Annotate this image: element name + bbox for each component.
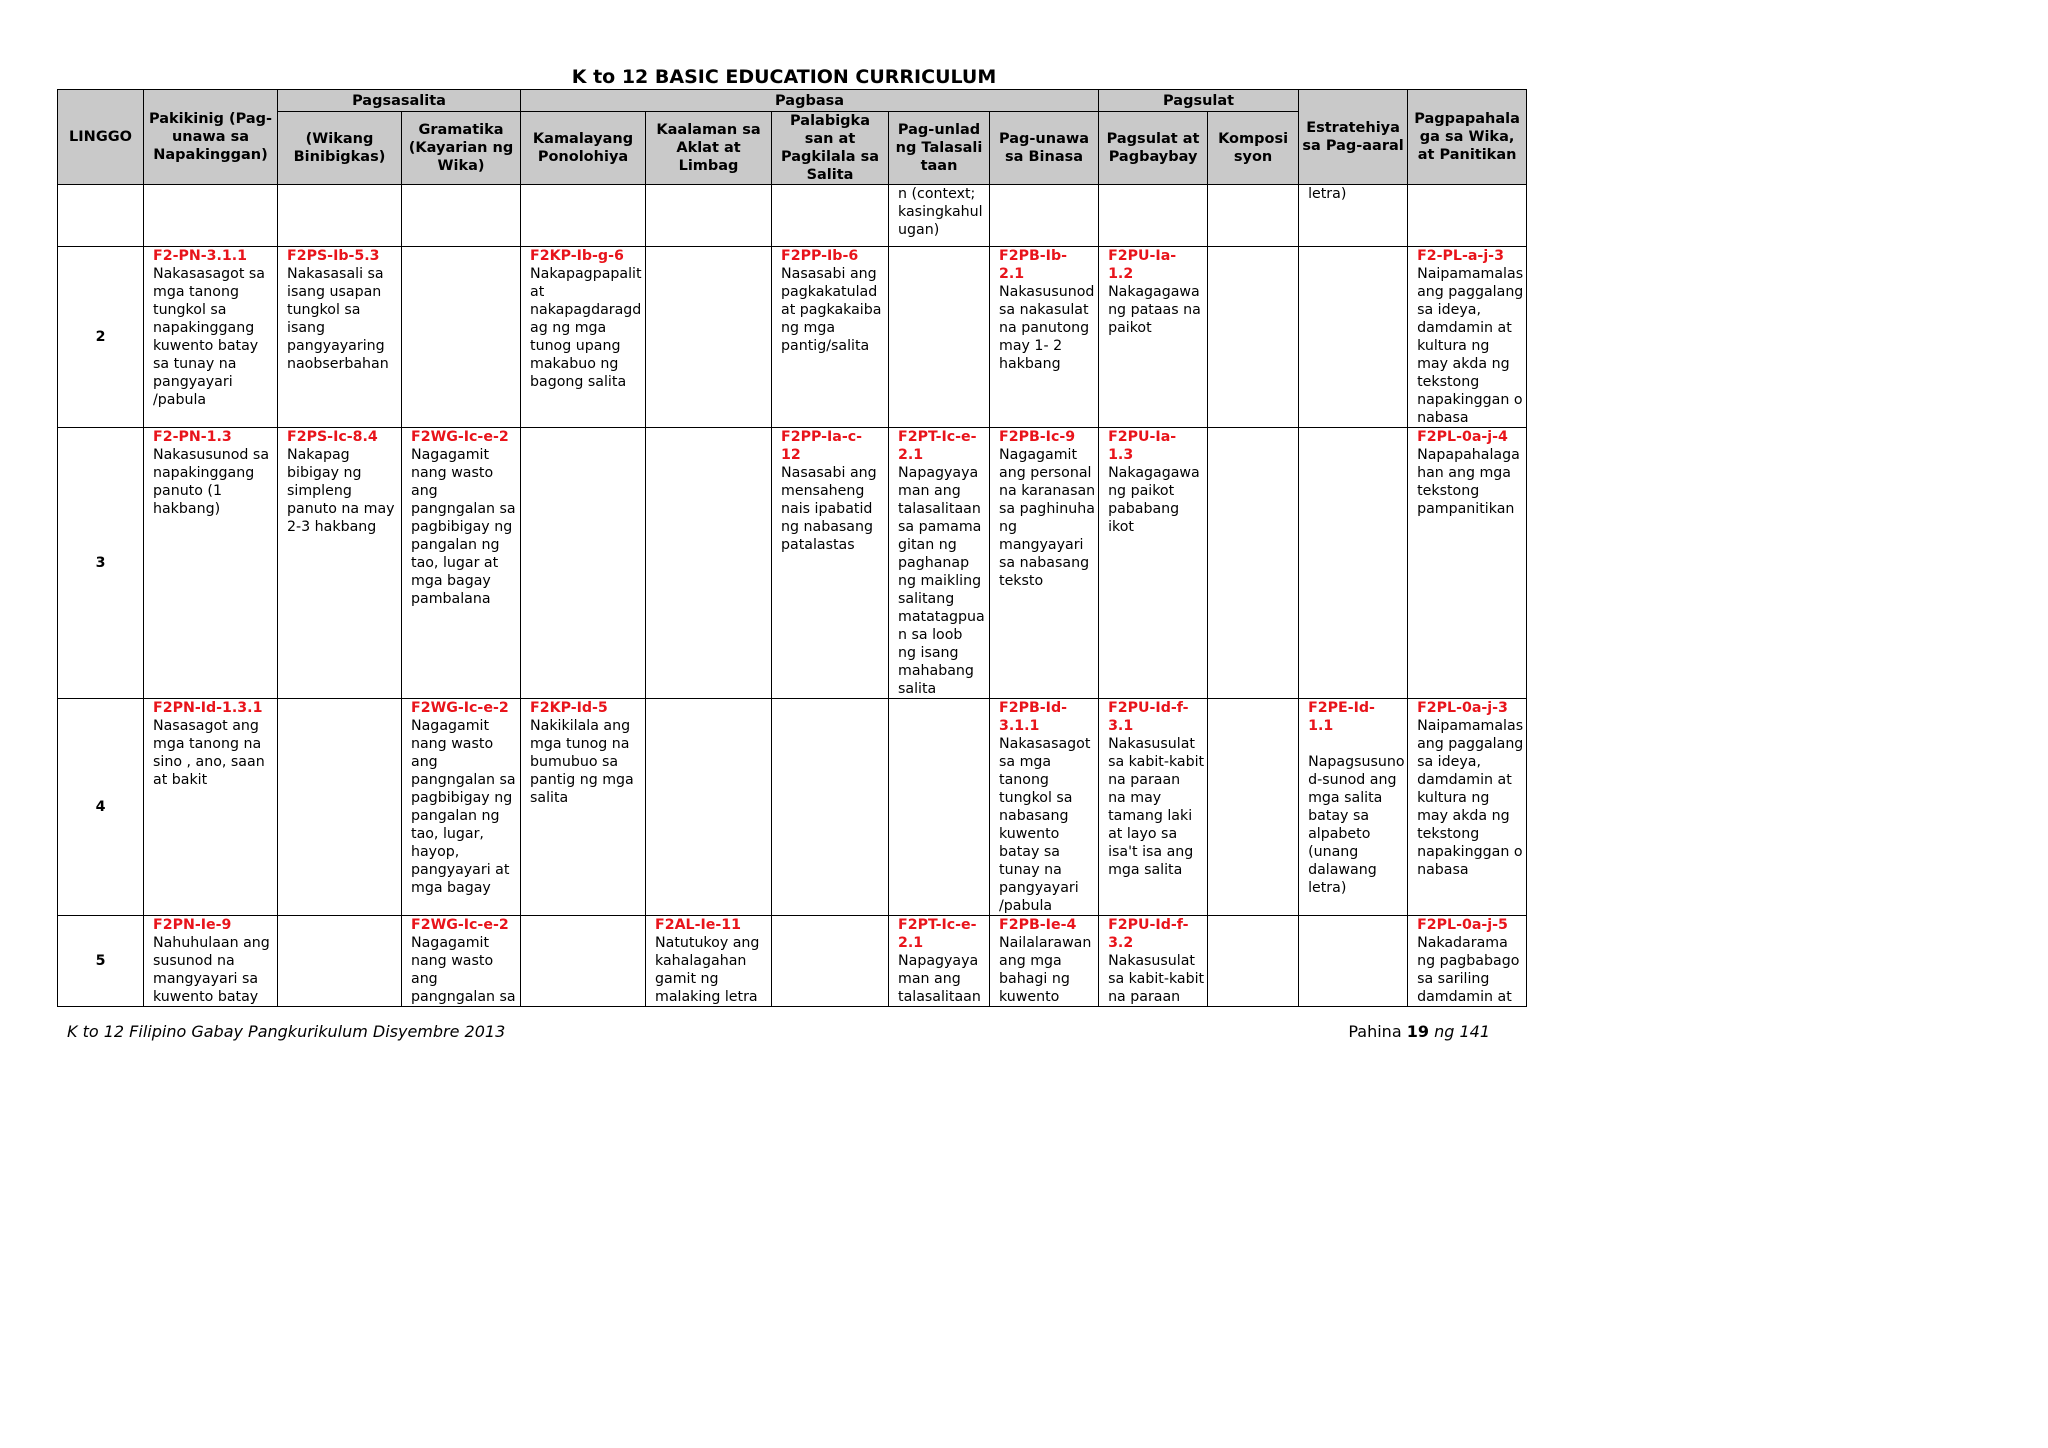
competency-code: F2WG-Ic-e-2 — [411, 917, 509, 933]
competency-cell — [889, 247, 990, 428]
competency-cell — [1408, 247, 1527, 428]
week-number: 4 — [58, 699, 144, 916]
competency-code: F2-PN-3.1.1 — [153, 248, 248, 264]
competency-text: Nahuhulaan ang susunod na mangyayari sa kuwento batay — [153, 935, 270, 1005]
competency-cell — [990, 185, 1099, 247]
competency-code: F2PU-Id-f- 3.1 — [1108, 700, 1189, 734]
competency-cell — [889, 428, 990, 699]
competency-cell — [278, 699, 402, 916]
competency-cell — [402, 247, 521, 428]
competency-cell — [1408, 428, 1527, 699]
header-pagsasalita: Pagsasalita — [278, 90, 521, 112]
competency-cell — [772, 428, 889, 699]
competency-cell — [772, 699, 889, 916]
competency-cell — [402, 699, 521, 916]
competency-text: Nakasusunod sa napakinggang panuto (1 hakbang) — [153, 447, 270, 517]
header-estratehiya: Estratehiya sa Pag-aaral — [1299, 90, 1408, 185]
competency-text: Nakapag bibigay ng simpleng panuto na may 2-3 hakbang — [287, 447, 395, 535]
competency-cell — [1208, 185, 1299, 247]
table-row — [58, 699, 1527, 916]
competency-cell — [144, 185, 278, 247]
competency-text: Nagagamit nang wasto ang pangngalan sa pagbibigay ng pangalan ng tao, lugar at mga bagay pambalana — [411, 447, 516, 607]
competency-cell — [772, 916, 889, 1007]
header-palabigkasan: Palabigka san at Pagkilala sa Salita — [772, 112, 889, 185]
competency-text: Nasasabi ang pagkakatulad at pagkakaiba ng mga pantig/salita — [781, 266, 882, 354]
competency-code: F2PL-0a-j-4 — [1417, 429, 1508, 445]
competency-cell — [402, 428, 521, 699]
competency-code: F2-PL-a-j-3 — [1417, 248, 1504, 264]
competency-cell — [646, 916, 772, 1007]
competency-text: Napagyaya man ang talasalitaan — [898, 953, 981, 1005]
competency-cell — [990, 428, 1099, 699]
competency-code: F2PB-Ie-4 — [999, 917, 1077, 933]
competency-cell — [1299, 699, 1408, 916]
page-prefix: Pahina — [1348, 1022, 1407, 1041]
curriculum-table — [57, 89, 1527, 1007]
header-pag-unawa: Pag-unawa sa Binasa — [990, 112, 1099, 185]
competency-code: F2PE-Id- 1.1 — [1308, 700, 1375, 734]
competency-cell — [1299, 247, 1408, 428]
competency-cell — [1099, 916, 1208, 1007]
competency-text: Nakasasagot sa mga tanong tungkol sa napakinggang kuwento batay sa tunay na pangyayari /pabula — [153, 266, 265, 408]
competency-text: Nasasagot ang mga tanong na sino , ano, saan at bakit — [153, 718, 265, 788]
competency-code: F2PU-Ia- 1.3 — [1108, 429, 1177, 463]
competency-cell — [521, 916, 646, 1007]
competency-cell — [1299, 428, 1408, 699]
competency-text: n (context; kasingkahul ugan) — [898, 186, 983, 238]
competency-code: F2PU-Id-f- 3.2 — [1108, 917, 1189, 951]
competency-code: F2WG-Ic-e-2 — [411, 700, 509, 716]
competency-cell — [1099, 185, 1208, 247]
competency-code: F2PB-Id- 3.1.1 — [999, 700, 1068, 734]
competency-cell — [278, 916, 402, 1007]
week-number — [58, 185, 144, 247]
competency-text: Nakasasagot sa mga tanong tungkol sa nabasang kuwento batay sa tunay na pangyayari /pabula — [999, 736, 1091, 914]
competency-cell — [521, 247, 646, 428]
competency-cell — [772, 247, 889, 428]
competency-cell — [402, 185, 521, 247]
competency-text: Napagsusuno d-sunod ang mga salita batay sa alpabeto (unang dalawang letra) — [1308, 754, 1405, 896]
competency-code: F2PS-Ib-5.3 — [287, 248, 380, 264]
competency-text: letra) — [1308, 186, 1347, 202]
competency-text: Napapahalaga han ang mga tekstong pampanitikan — [1417, 447, 1520, 517]
competency-code: F2PT-Ic-e- 2.1 — [898, 429, 977, 463]
competency-code: F2PS-Ic-8.4 — [287, 429, 378, 445]
competency-code: F2KP-Ib-g-6 — [530, 248, 624, 264]
competency-text: Nakagagawa ng pataas na paikot — [1108, 284, 1201, 336]
competency-cell — [144, 247, 278, 428]
competency-text: Nakasasali sa isang usapan tungkol sa isang pangyayaring naobserbahan — [287, 266, 389, 372]
competency-text: Nagagamit nang wasto ang pangngalan sa — [411, 935, 516, 1005]
competency-code: F2KP-Id-5 — [530, 700, 608, 716]
competency-cell — [144, 916, 278, 1007]
competency-code: F2PN-Id-1.3.1 — [153, 700, 263, 716]
competency-cell — [646, 428, 772, 699]
competency-code: F2PL-0a-j-5 — [1417, 917, 1508, 933]
table-row — [58, 428, 1527, 699]
competency-code: F2PU-Ia- 1.2 — [1108, 248, 1177, 282]
competency-cell — [144, 428, 278, 699]
competency-text: Nakadarama ng pagbabago sa sariling damdamin at — [1417, 935, 1520, 1005]
competency-cell — [646, 185, 772, 247]
competency-text: Napagyaya man ang talasalitaan sa pamama gitan ng paghanap ng maikling salitang matatagpua n sa loob ng isang mahabang salita — [898, 465, 985, 697]
competency-cell — [1299, 916, 1408, 1007]
competency-code: F2WG-Ic-e-2 — [411, 429, 509, 445]
competency-code: F2PP-Ia-c- 12 — [781, 429, 863, 463]
competency-cell — [1208, 699, 1299, 916]
week-number: 2 — [58, 247, 144, 428]
competency-cell — [1408, 916, 1527, 1007]
competency-text: Nakikilala ang mga tunog na bumubuo sa pantig ng mga salita — [530, 718, 634, 806]
competency-text: Nasasabi ang mensaheng nais ipabatid ng nabasang patalastas — [781, 465, 877, 553]
header-linggo: LINGGO — [58, 90, 144, 185]
header-pagsulat-pagbaybay: Pagsulat at Pagbaybay — [1099, 112, 1208, 185]
competency-cell — [1299, 185, 1408, 247]
competency-text: Nakasusunod sa nakasulat na panutong may 1- 2 hakbang — [999, 284, 1095, 372]
competency-cell — [772, 185, 889, 247]
competency-text: Nakasusulat sa kabit-kabit na paraan — [1108, 953, 1205, 1005]
competency-cell — [278, 185, 402, 247]
competency-cell — [990, 247, 1099, 428]
competency-code: F2PN-Ie-9 — [153, 917, 232, 933]
header-pagsulat: Pagsulat — [1099, 90, 1299, 112]
competency-cell — [990, 916, 1099, 1007]
competency-cell — [990, 699, 1099, 916]
competency-text: Naipamamalas ang paggalang sa ideya, damdamin at kultura ng may akda ng tekstong napakinggan o nabasa — [1417, 718, 1524, 878]
competency-cell — [521, 428, 646, 699]
competency-cell — [646, 247, 772, 428]
table-row — [58, 247, 1527, 428]
competency-cell — [889, 185, 990, 247]
competency-code: F2PL-0a-j-3 — [1417, 700, 1508, 716]
competency-text: Nakagagawa ng paikot pababang ikot — [1108, 465, 1200, 535]
table-row — [58, 185, 1527, 247]
header-talasalitaan: Pag-unlad ng Talasali taan — [889, 112, 990, 185]
competency-cell — [1099, 428, 1208, 699]
competency-code: F2PB-Ib- 2.1 — [999, 248, 1068, 282]
week-number: 3 — [58, 428, 144, 699]
header-wikang-binibigkas: (Wikang Binibigkas) — [278, 112, 402, 185]
header-pagpapahalaga: Pagpapahala ga sa Wika, at Panitikan — [1408, 90, 1527, 185]
competency-text: Nakasusulat sa kabit-kabit na paraan na may tamang laki at layo sa isa't isa ang mga salita — [1108, 736, 1205, 878]
competency-cell — [889, 916, 990, 1007]
page-title: K to 12 BASIC EDUCATION CURRICULUM — [571, 66, 997, 88]
competency-cell — [646, 699, 772, 916]
competency-cell — [1408, 699, 1527, 916]
header-gramatika: Gramatika (Kayarian ng Wika) — [402, 112, 521, 185]
competency-cell — [1099, 247, 1208, 428]
competency-text: Nailalarawan ang mga bahagi ng kuwento — [999, 935, 1092, 1005]
competency-cell — [278, 428, 402, 699]
competency-cell — [521, 185, 646, 247]
competency-code: F2-PN-1.3 — [153, 429, 232, 445]
competency-cell — [1208, 247, 1299, 428]
page-current: 19 — [1406, 1022, 1429, 1041]
header-kamalayang-ponolohiya: Kamalayang Ponolohiya — [521, 112, 646, 185]
competency-text: Nagagamit ang personal na karanasan sa paghinuha ng mangyayari sa nabasang teksto — [999, 447, 1096, 589]
competency-text: Nakapagpapalit at nakapagdaragd ag ng mga tunog upang makabuo ng bagong salita — [530, 266, 642, 390]
competency-cell — [521, 699, 646, 916]
competency-cell — [402, 916, 521, 1007]
footer-page-number — [1348, 1022, 1490, 1041]
competency-text: Nagagamit nang wasto ang pangngalan sa pagbibigay ng pangalan ng tao, lugar, hayop, pangyayari at mga bagay — [411, 718, 516, 896]
header-komposisyon: Komposi syon — [1208, 112, 1299, 185]
competency-code: F2AL-Ie-11 — [655, 917, 742, 933]
competency-text: Naipamamalas ang paggalang sa ideya, damdamin at kultura ng may akda ng tekstong napakinggan o nabasa — [1417, 266, 1524, 426]
competency-cell — [1099, 699, 1208, 916]
table-body — [58, 185, 1527, 1007]
footer-document-title: K to 12 Filipino Gabay Pangkurikulum Disyembre 2013 — [67, 1022, 506, 1041]
header-kaalaman-aklat: Kaalaman sa Aklat at Limbag — [646, 112, 772, 185]
competency-text: Natutukoy ang kahalagahan gamit ng malaking letra — [655, 935, 760, 1005]
competency-code: F2PP-Ib-6 — [781, 248, 859, 264]
table-row — [58, 916, 1527, 1007]
header-pagbasa: Pagbasa — [521, 90, 1099, 112]
week-number: 5 — [58, 916, 144, 1007]
competency-cell — [1208, 428, 1299, 699]
competency-code: F2PT-Ic-e- 2.1 — [898, 917, 977, 951]
competency-code: F2PB-Ic-9 — [999, 429, 1076, 445]
competency-cell — [1208, 916, 1299, 1007]
header-pakikinig: Pakikinig (Pag-unawa sa Napakinggan) — [144, 90, 278, 185]
competency-cell — [278, 247, 402, 428]
competency-cell — [1408, 185, 1527, 247]
page-total: ng 141 — [1428, 1022, 1490, 1041]
competency-cell — [889, 699, 990, 916]
competency-cell — [144, 699, 278, 916]
